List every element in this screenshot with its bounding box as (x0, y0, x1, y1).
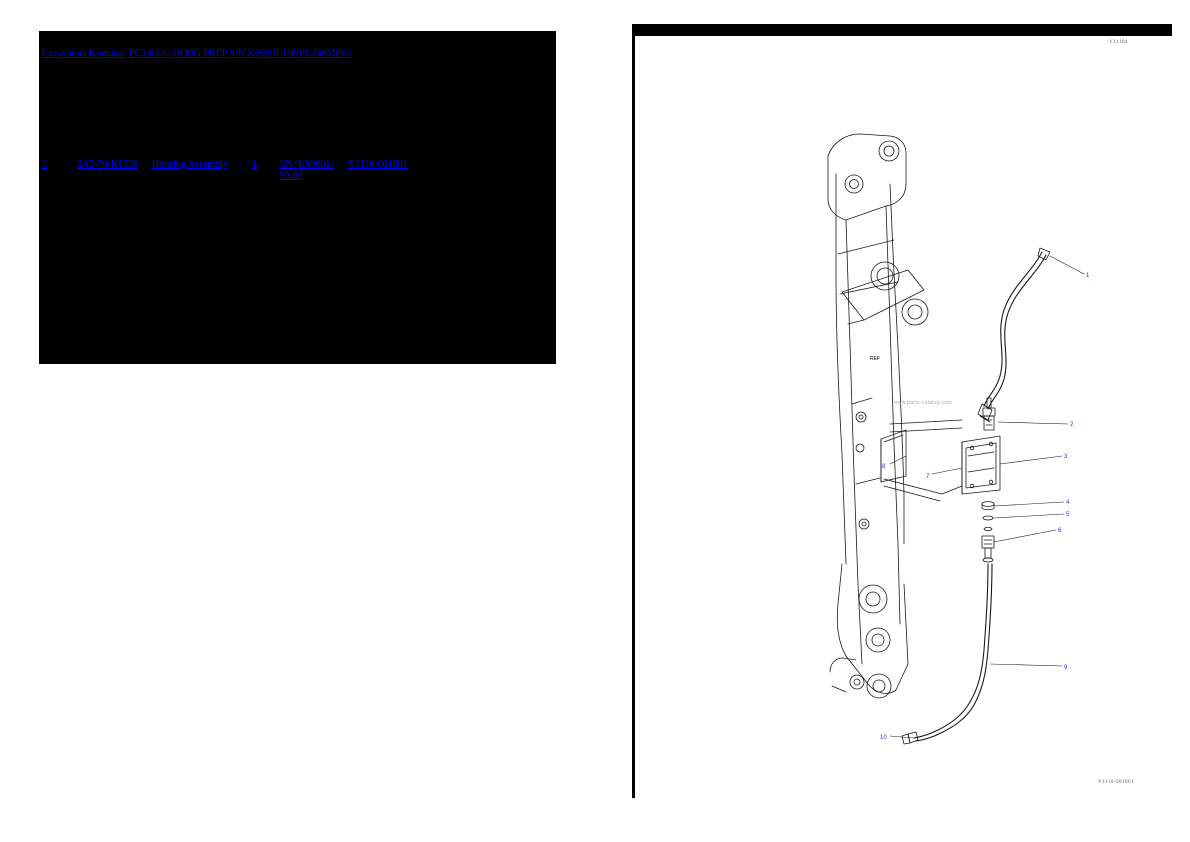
breadcrumb-category[interactable]: Excavators Komatsu (42, 48, 126, 59)
part-description[interactable]: Housing Assembly (152, 159, 228, 170)
callout-label: 8 (882, 464, 886, 470)
drawing-footer-code: Y1110-001001 (1098, 780, 1134, 785)
breadcrumb-model[interactable]: PC340LC-10 MG PREP S/N K60001-UP(PC340M0U) (129, 48, 351, 59)
callout-label: 1 (1086, 273, 1090, 279)
part-serial-note[interactable]: SN: K60001-9X82 (280, 159, 334, 181)
callout-label: 9 (1064, 665, 1068, 671)
callout-label: 4 (1066, 500, 1070, 506)
part-reference-code[interactable]: Y1110-001001 (348, 159, 408, 170)
drawing-page-code: V11104 (1109, 40, 1128, 45)
exploded-parts-diagram (632, 24, 1172, 798)
breadcrumb (42, 48, 351, 60)
drawing-panel (632, 24, 1172, 798)
watermark-text: www.parts-catalog.com (894, 400, 952, 406)
drawing-note: REF (870, 356, 880, 362)
callout-label: 2 (1070, 422, 1074, 428)
callout-label: 3 (1064, 454, 1068, 460)
callout-label: 6 (1058, 528, 1062, 534)
parts-list-panel (39, 31, 556, 364)
callout-label: 5 (1066, 512, 1070, 518)
table-row (42, 159, 438, 181)
part-quantity[interactable]: 1 (252, 159, 257, 170)
callout-label: 7 (926, 474, 930, 480)
callout-label: 10 (880, 735, 887, 741)
part-number[interactable]: 3A5-79-K1530 (77, 159, 139, 170)
part-item-number[interactable]: 3 (42, 159, 47, 170)
